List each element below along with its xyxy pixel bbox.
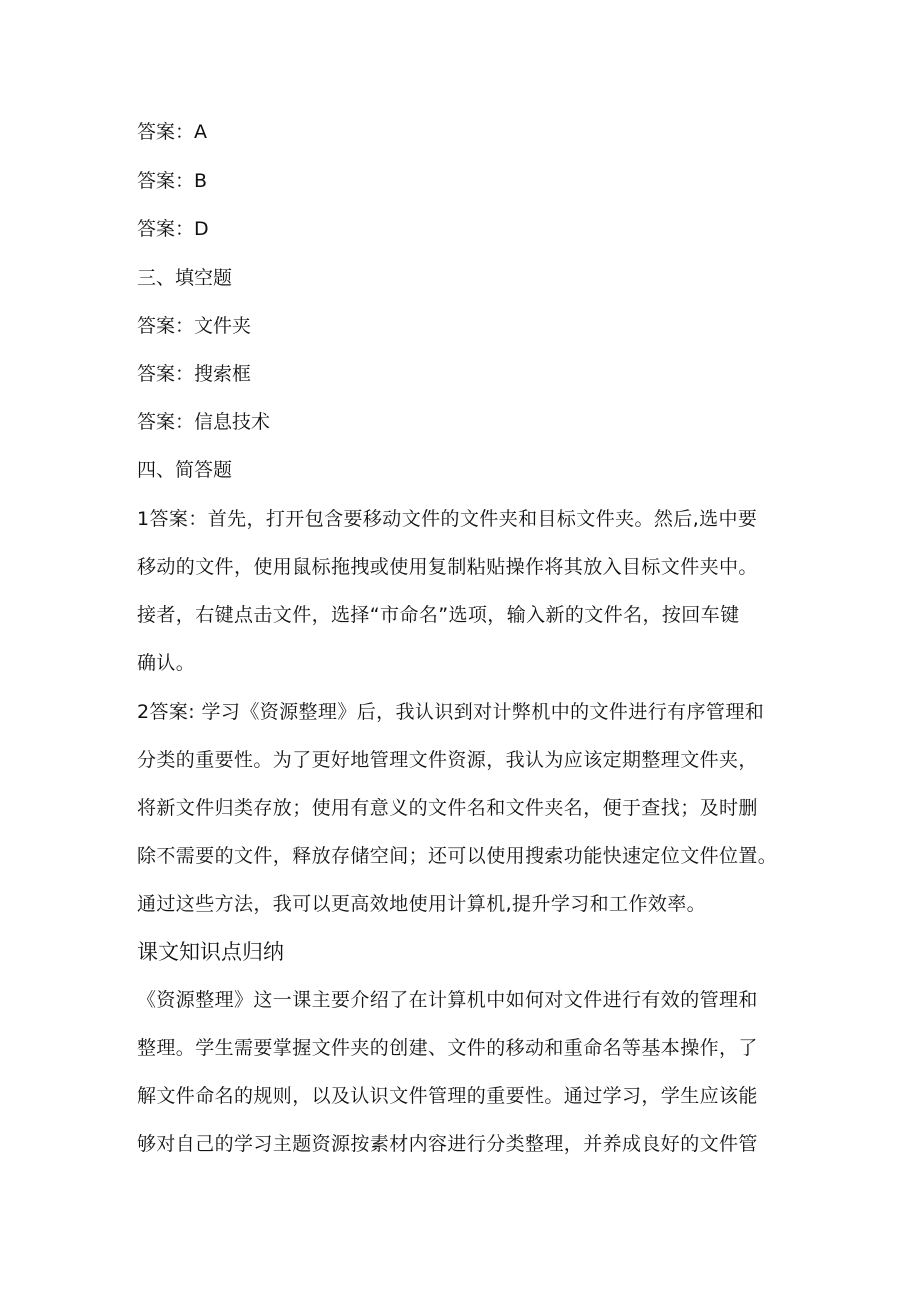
answer-line: 答案：信息技术: [137, 411, 271, 433]
answer-line: 答案：D: [137, 218, 209, 240]
paragraph-line: 确认。: [137, 652, 196, 674]
answer-line: 答案：A: [137, 121, 207, 143]
summary-heading: 课文知识点归纳: [137, 940, 284, 964]
answer-line: 答案：B: [137, 170, 208, 192]
paragraph-line: 够对自己的学习主题资源按素材内容进行分类整理，并养成良好的文件管: [137, 1133, 758, 1155]
paragraph-line: 2答案: 学习《资源整理》后，我认识到对计弊机中的文件进行有序管理和: [137, 701, 765, 723]
section-title-short-answer: 四、简答题: [137, 459, 233, 481]
paragraph-line: 通过这些方法，我可以更高效地使用计算机,提升学习和工作效率。: [137, 893, 707, 915]
paragraph-line: 接者，右键点击文件，选择“市命名”选项，输入新的文件名，按回车键: [137, 604, 740, 626]
answer-line: 答案：搜索框: [137, 363, 252, 385]
paragraph-line: 解文件命名的规则，以及认识文件管理的重要性。通过学习，学生应该能: [137, 1085, 758, 1107]
section-title-fill-blank: 三、填空题: [137, 267, 233, 289]
paragraph-line: 1答案：首先，打开包含要移动文件的文件夹和目标文件夹。然后,选中要: [137, 508, 758, 530]
paragraph-line: 移动的文件，使用鼠标拖拽或使用复制粘贴操作将其放入目标文件夹中。: [137, 556, 758, 578]
paragraph-line: 整理。学生需要掌握文件夹的创建、文件的移动和重命名等基本操作，了: [137, 1037, 758, 1059]
paragraph-line: 分类的重要性。为了更好地管理文件资源，我认为应该定期整理文件夹，: [137, 749, 758, 771]
paragraph-line: 除不需要的文件，释放存储空间；还可以使用搜索功能快速定位文件位置。: [137, 845, 778, 867]
paragraph-line: 《资源整理》这一课主要介绍了在计算机中如何对文件进行有效的管理和: [137, 989, 758, 1011]
paragraph-line: 将新文件归类存放；使用有意义的文件名和文件夹名，便于查找；及时删: [137, 797, 758, 819]
answer-line: 答案：文件夹: [137, 315, 252, 337]
